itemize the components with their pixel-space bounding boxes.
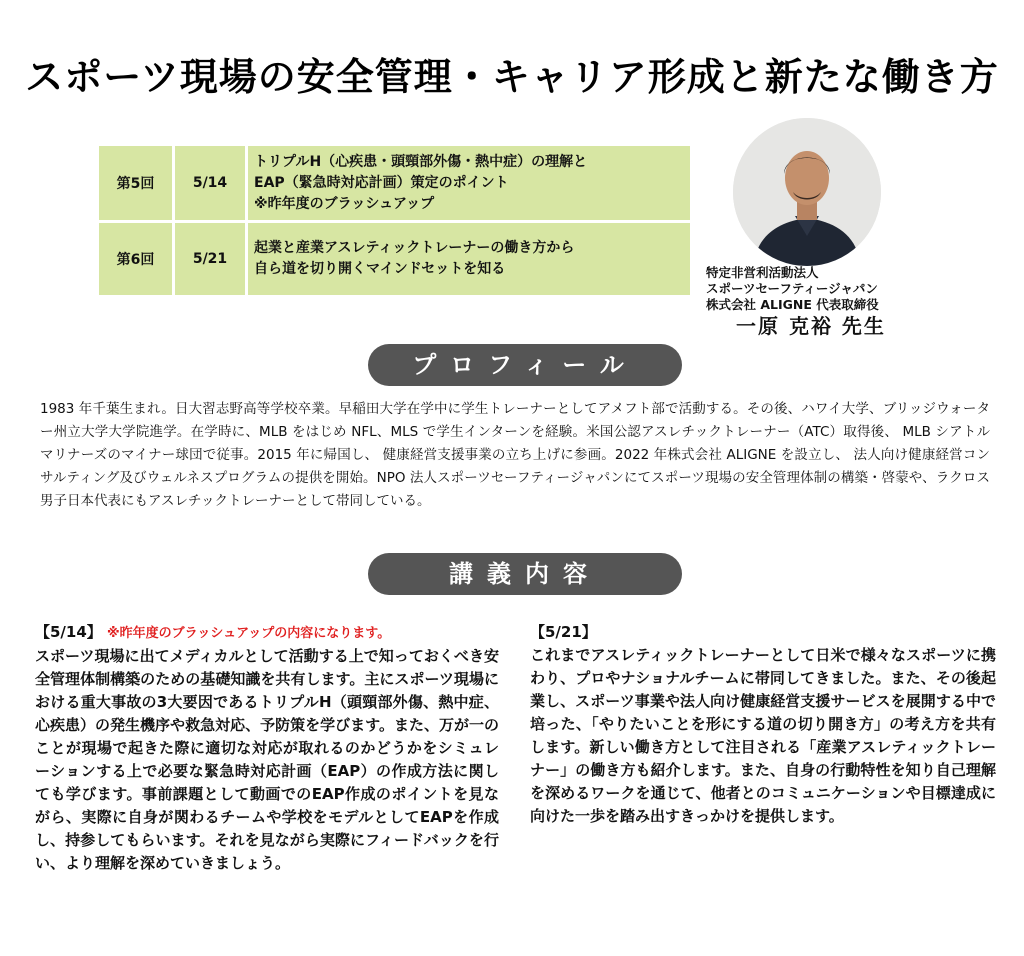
lecture-date-label: 【5/14】 bbox=[35, 623, 102, 641]
session-date: 5/21 bbox=[174, 222, 247, 297]
session-number: 第5回 bbox=[98, 145, 174, 222]
session-topic-line: 起業と産業アスレティックトレーナーの働き方から bbox=[254, 240, 575, 256]
speaker-organization: 特定非営利活動法人 bbox=[706, 265, 819, 280]
session-topic-line: ※昨年度のブラッシュアップ bbox=[254, 195, 435, 212]
lecture-description: スポーツ現場に出てメディカルとして活動する上で知っておくべき安全管理体制構築のための基礎知識を共有します。主にスポーツ現場における重大事故の3大要因であるトリプルH（頭頸部外傷、熱中症、心疾患）の発生機序や救急対応、予防策を学びます。また、万が一のことが現場で起きた際に適切な対応が取れるのかどうかをシミュレーションする上で必要な緊急時対応計画（EAP）の作成方法に関しても学びます。事前課題として動画でのEAP作成のポイントを見ながら、実際に自身が関わるチームや学校をモデルとしてEAPを作成し、持参してもらいます。それを見ながら実際にフィードバックを行い、より理解を深めていきましょう。 bbox=[35, 647, 499, 872]
session-topic-line: トリプルH（心疾患・頭頸部外傷・熱中症）の理解と bbox=[254, 153, 588, 170]
profile-heading: プロフィール bbox=[368, 344, 682, 386]
session-number: 第6回 bbox=[98, 222, 174, 297]
lecture-heading: 講義内容 bbox=[368, 553, 682, 595]
speaker-portrait-illustration bbox=[733, 118, 881, 266]
speaker-info bbox=[706, 265, 926, 339]
schedule-row bbox=[98, 222, 692, 297]
speaker-company-title: 株式会社 ALIGNE 代表取締役 bbox=[706, 297, 879, 312]
lecture-description: これまでアスレティックトレーナーとして日米で様々なスポーツに携わり、プロやナショナルチームに帯同してきました。また、その後起業し、スポーツ事業や法人向け健康経営支援サービスを展開する中で培った、「やりたいことを形にする道の切り開き方」の考え方を共有します。新しい働き方として注目される「産業アスレティックトレーナー」の働き方も紹介します。また、自身の行動特性を知り自己理解を深めるワークを通じて、他者とのコミュニケーションや目標達成に向けた一歩を踏み出すきっかけを提供します。 bbox=[530, 646, 996, 825]
session-topic bbox=[247, 145, 692, 222]
speaker-photo bbox=[733, 118, 881, 266]
schedule-table bbox=[96, 143, 693, 298]
page-title: スポーツ現場の安全管理・キャリア形成と新たな働き方 bbox=[25, 55, 999, 99]
session-topic bbox=[247, 222, 692, 297]
lecture-column-0521 bbox=[530, 621, 996, 828]
session-topic-line: EAP（緊急時対応計画）策定のポイント bbox=[254, 174, 509, 191]
lecture-column-0514 bbox=[35, 621, 499, 875]
session-topic-line: 自ら道を切り開くマインドセットを知る bbox=[254, 261, 506, 277]
session-date: 5/14 bbox=[174, 145, 247, 222]
speaker-organization: スポーツセーフティージャパン bbox=[706, 281, 878, 296]
profile-text: 1983 年千葉生まれ。日大習志野高等学校卒業。早稲田大学在学中に学生トレーナーとしてアメフト部で活動する。その後、ハワイ大学、ブリッジウォーター州立大学大学院進学。在学時に、MLB をはじめ NFL、MLS で学生インターンを経験。米国公認アスレチックトレーナー（ATC）取得後、 MLB シアトルマリナーズのマイナー球団で従事。2015 年に帰国し、 健康経営支援事業の立ち上げに参画。2022 年株式会社 ALIGNE を設立し、 法人向け健康経営コンサルティング及びウェルネスプログラムの提供を開始。NPO 法人スポーツセーフティージャパンにてスポーツ現場の安全管理体制の構築・啓蒙や、ラクロス男子日本代表にもアスレチックトレーナーとして帯同している。 bbox=[40, 401, 990, 509]
speaker-name: 一原 克裕 先生 bbox=[736, 314, 886, 338]
lecture-date-label: 【5/21】 bbox=[530, 623, 597, 641]
lecture-note: ※昨年度のブラッシュアップの内容になります。 bbox=[107, 626, 391, 641]
lecture-header bbox=[35, 621, 499, 645]
schedule-row bbox=[98, 145, 692, 222]
